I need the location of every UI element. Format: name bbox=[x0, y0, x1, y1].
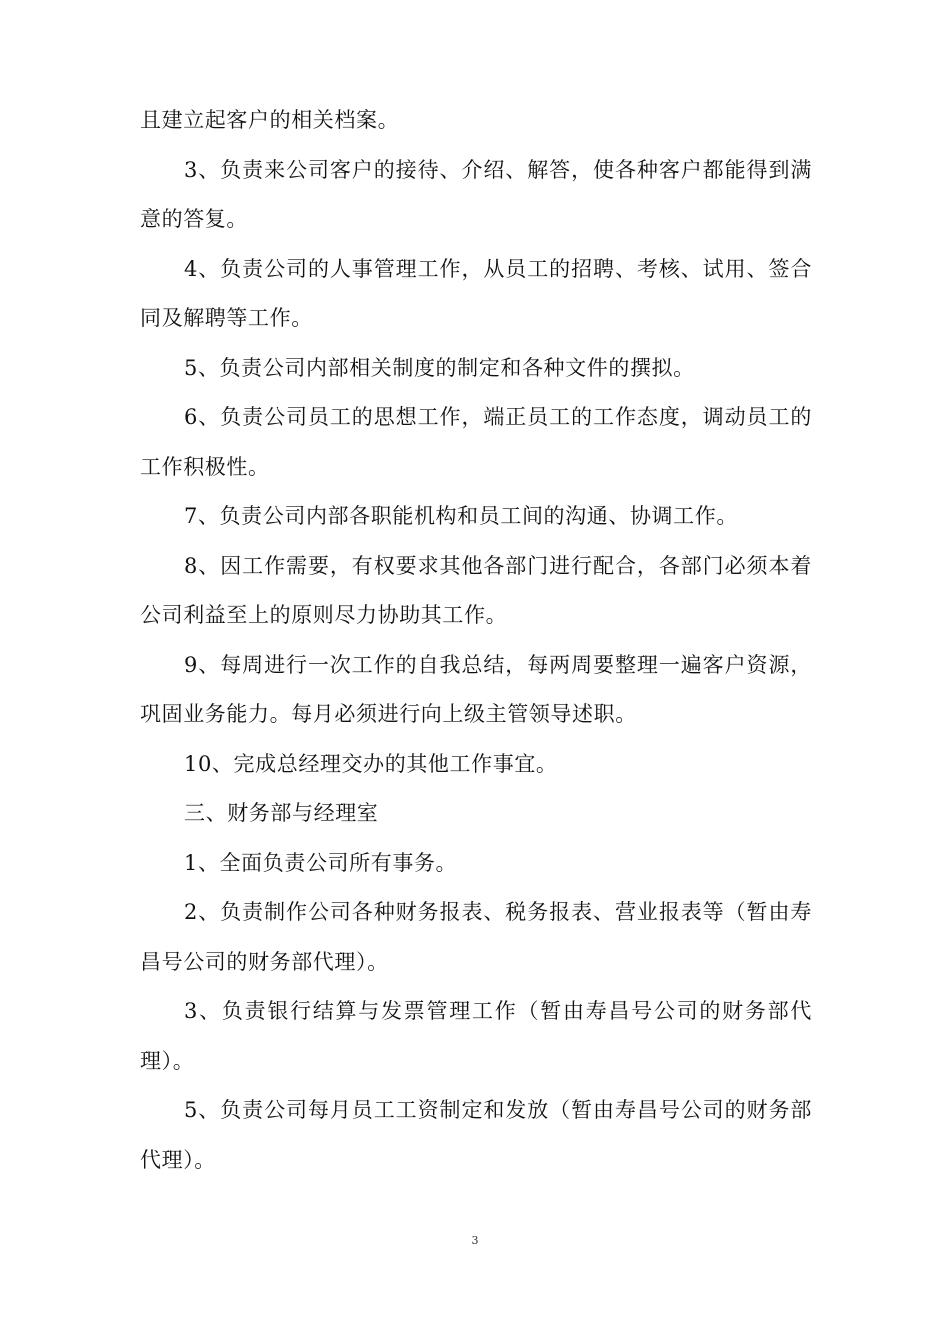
paragraph-13: 5、负责公司每月员工工资制定和发放（暂由寿昌号公司的财务部代理）。 bbox=[140, 1098, 812, 1172]
paragraph-2: 4、负责公司的人事管理工作，从员工的招聘、考核、试用、签合同及解聘等工作。 bbox=[140, 256, 812, 330]
paragraph-0: 且建立起客户的相关档案。 bbox=[140, 108, 400, 132]
document-body bbox=[140, 96, 812, 1185]
page-number: 3 bbox=[471, 1234, 479, 1247]
paragraph-10: 1、全面负责公司所有事务。 bbox=[184, 850, 458, 875]
paragraph-6: 8、因工作需要，有权要求其他各部门进行配合，各部门必须本着公司利益至上的原则尽力协助其工作。 bbox=[140, 553, 812, 627]
paragraph-8: 10、完成总经理交办的其他工作事宜。 bbox=[184, 751, 558, 776]
paragraph-11: 2、负责制作公司各种财务报表、税务报表、营业报表等（暂由寿昌号公司的财务部代理）。 bbox=[140, 900, 812, 974]
paragraph-12: 3、负责银行结算与发票管理工作（暂由寿昌号公司的财务部代理）。 bbox=[140, 999, 812, 1073]
paragraph-4: 6、负责公司员工的思想工作，端正员工的工作态度，调动员工的工作积极性。 bbox=[140, 405, 812, 479]
paragraph-7: 9、每周进行一次工作的自我总结，每两周要整理一遍客户资源，巩固业务能力。每月必须进行向上级主管领导述职。 bbox=[140, 652, 812, 726]
section-heading: 三、财务部与经理室 bbox=[184, 801, 379, 825]
paragraph-1: 3、负责来公司客户的接待、介绍、解答，使各种客户都能得到满意的答复。 bbox=[140, 157, 812, 231]
paragraph-5: 7、负责公司内部各职能机构和员工间的沟通、协调工作。 bbox=[184, 504, 738, 528]
paragraph-3: 5、负责公司内部相关制度的制定和各种文件的撰拟。 bbox=[184, 355, 695, 380]
